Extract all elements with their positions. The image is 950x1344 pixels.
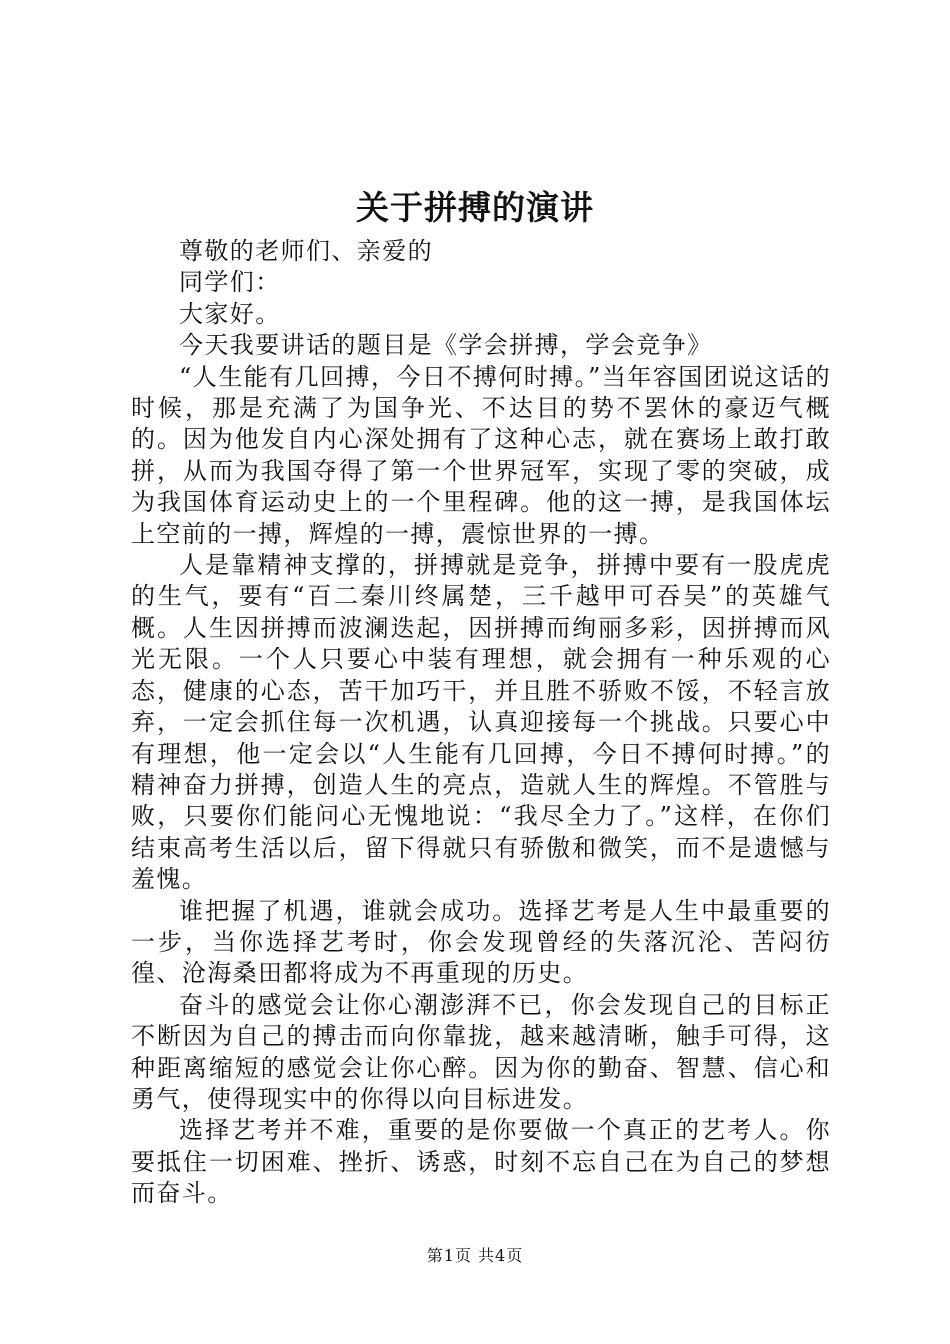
paragraph-greeting-line-2: 同学们： [179,268,281,297]
paragraph-topic: 今天我要讲话的题目是《学会拼搏，学会竞争》 [179,331,713,360]
paragraph-body: 选择艺考并不难，重要的是你要做一个真正的艺考人。你要抵住一切困难、挫折、诱惑，时刻不忘自己在为自己的梦想而奋斗。 [131,1116,831,1208]
paragraph-greeting-line-1: 尊敬的老师们、亲爱的 [179,237,433,265]
paragraph-body: 奋斗的感觉会让你心潮澎湃不已，你会发现自己的目标正不断因为自己的搏击而向你靠拢，越来越清晰，触手可得，这种距离缩短的感觉会让你心醉。因为你的勤奋、智慧、信心和勇气，使得现实中的你得以向目标进发。 [131,990,831,1113]
paragraph-body: 谁把握了机遇，谁就会成功。选择艺考是人生中最重要的一步，当你选择艺考时，你会发现曾经的失落沉沦、苦闷彷徨、沧海桑田都将成为不再重现的历史。 [131,896,831,988]
page-number-footer: 第1页 共4页 [426,1246,524,1265]
paragraph-greeting-line-3: 大家好。 [179,299,281,328]
paragraph-body: “人生能有几回搏，今日不搏何时搏。”当年容国团说这话的时候，那是充满了为国争光、不达目的势不罢休的豪迈气概的。因为他发自内心深处拥有了这种心志，就在赛场上敢打敢拼，从而为我国夺得了第一个世界冠军，实现了零的突破，成为我国体育运动史上的一个里程碑。他的这一搏，是我国体坛上空前的一搏，辉煌的一搏，震惊世界的一搏。 [131,362,831,548]
document-body [131,236,831,1210]
document-title: 关于拼搏的演讲 [356,188,594,227]
paragraph-body: 人是靠精神支撑的，拼搏就是竞争，拼搏中要有一股虎虎的生气，要有“百二秦川终属楚，三千越甲可吞吴”的英雄气概。人生因拼搏而波澜迭起，因拼搏而绚丽多彩，因拼搏而风光无限。一个人只要心中装有理想，就会拥有一种乐观的心态，健康的心态，苦干加巧干，并且胜不骄败不馁，不轻言放弃，一定会抓住每一次机遇，认真迎接每一个挑战。只要心中有理想，他一定会以“人生能有几回搏，今日不搏何时搏。”的精神奋力拼搏，创造人生的亮点，造就人生的辉煌。不管胜与败，只要你们能问心无愧地说：“我尽全力了。”这样，在你们结束高考生活以后，留下得就只有骄傲和微笑，而不是遗憾与羞愧。 [131,551,831,894]
